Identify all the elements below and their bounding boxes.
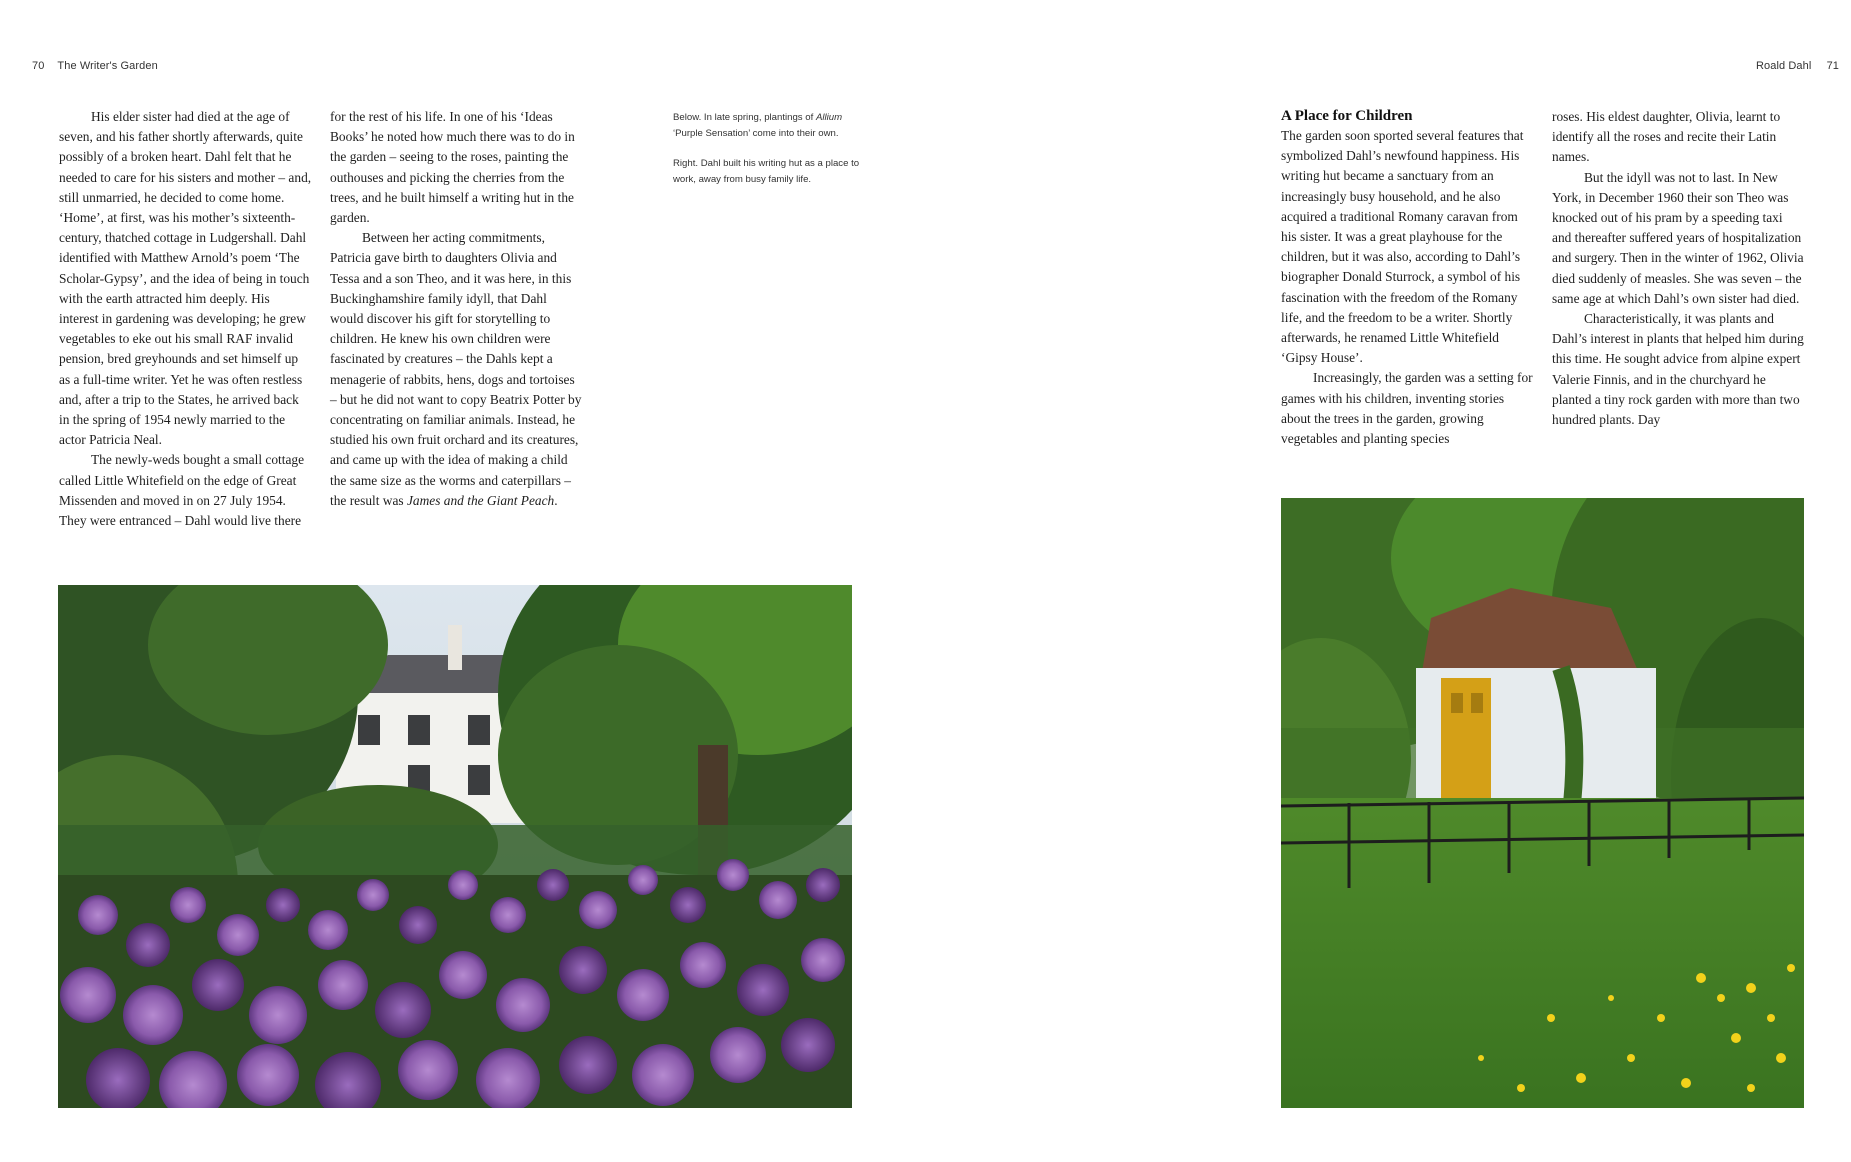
writing-hut-illustration [1281, 498, 1804, 1108]
caption-label: Right. [673, 158, 699, 169]
caption-right [673, 156, 863, 188]
paragraph-end: . [554, 492, 558, 508]
running-head-left [32, 60, 158, 72]
paragraph-text: Between her acting commitments, Patricia gave birth to daughters Olivia and Tessa and a son Theo, and it was here, in this Buckinghamshire family idyll, that Dahl would discover his gift for storytelling to children. He knew his own children were fascinated by creatures – the Dahls kept a menagerie of rabbits, hens, dogs and tortoises – but he did not want to copy Beatrix Potter by concentrating on familiar animals. Instead, he studied his own fruit orchard and its creatures, and came up with the idea of making a child the same size as the worms and caterpillars – the result was [330, 230, 582, 508]
caption-text-end: ‘Purple Sensation’ come into their own. [673, 128, 839, 139]
caption-below [673, 110, 863, 142]
caption-text: In late spring, plantings of [701, 112, 816, 123]
running-head-title-right: Roald Dahl [1755, 60, 1812, 72]
left-column-2 [330, 107, 582, 511]
right-page [926, 0, 1851, 1162]
section-heading: A Place for Children [1281, 108, 1413, 124]
page-number-left: 70 [32, 60, 45, 72]
allium-garden-illustration [58, 585, 852, 1108]
caption-italic: Allium [815, 112, 843, 123]
right-column-1 [1281, 106, 1533, 449]
book-title: James and the Giant Peach [406, 492, 555, 508]
caption-label: Below. [673, 112, 702, 123]
allium-garden-photo [58, 585, 852, 1108]
paragraph: Increasingly, the garden was a setting for games with his children, inventing stories about the trees in the garden, growing vegetables and planting species [1281, 370, 1533, 447]
running-head-right [1756, 60, 1839, 72]
captions [673, 110, 863, 202]
page-number-right: 71 [1826, 60, 1839, 72]
paragraph: His elder sister had died at the age of seven, and his father shortly afterwards, quite possibly of a broken heart. Dahl felt that he needed to care for his sisters and mother – and, still unmarried, he decided to come home. ‘Home’, at first, was his mother’s sixteenth-century, thatched cottage in Ludgershall. Dahl identified with Matthew Arnold’s poem ‘The Scholar-Gypsy’, and the idea of being in touch with the earth attracted him deeply. His interest in gardening was developing; he grew vegetables to eke out his small RAF invalid pension, bred greyhounds and set himself up as a full-time writer. Yet he was often restless and, after a trip to the States, he arrived back in the spring of 1954 newly married to the actor Patricia Neal. [59, 109, 312, 448]
paragraph [330, 228, 582, 511]
paragraph: Characteristically, it was plants and Dahl’s interest in plants that helped him during this time. He sought advice from alpine expert Valerie Finnis, and in the churchyard he planted a tiny rock garden with more than two hundred plants. Day [1552, 311, 1804, 428]
caption-text: Dahl built his writing hut as a place to work, away from busy family life. [673, 158, 860, 185]
paragraph: The garden soon sported several features that symbolized Dahl’s newfound happiness. His writing hut became a sanctuary from an increasingly busy household, and he also acquired a traditional Romany caravan from his sister. It was a great playhouse for the children, but it was also, according to Dahl’s biographer Donald Sturrock, a symbol of his fascination with the freedom of the Romany life, and the freedom to be a writer. Shortly afterwards, he renamed Little Whitefield ‘Gipsy House’. [1281, 128, 1524, 366]
left-column-1 [59, 107, 312, 531]
paragraph: The newly-weds bought a small cottage called Little Whitefield on the edge of Great Missenden and moved in on 27 July 1954. They were entranced – Dahl would live there [59, 452, 305, 529]
paragraph: But the idyll was not to last. In New York, in December 1960 their son Theo was knocked out of his pram by a speeding taxi and thereafter suffered years of hospitalization and surgery. Then in the winter of 1962, Olivia died suddenly of measles. She was seven – the same age at which Dahl’s own sister had died. [1552, 169, 1804, 306]
paragraph: for the rest of his life. In one of his ‘Ideas Books’ he noted how much there was to do in the garden – seeing to the roses, painting the outhouses and picking the cherries from the trees, and he built himself a writing hut in the garden. [330, 109, 575, 226]
running-head-title-left: The Writer's Garden [57, 60, 158, 72]
right-column-2 [1552, 107, 1804, 430]
paragraph: roses. His eldest daughter, Olivia, learnt to identify all the roses and recite their Latin names. [1552, 109, 1781, 165]
left-page [0, 0, 925, 1162]
writing-hut-photo [1281, 498, 1804, 1108]
